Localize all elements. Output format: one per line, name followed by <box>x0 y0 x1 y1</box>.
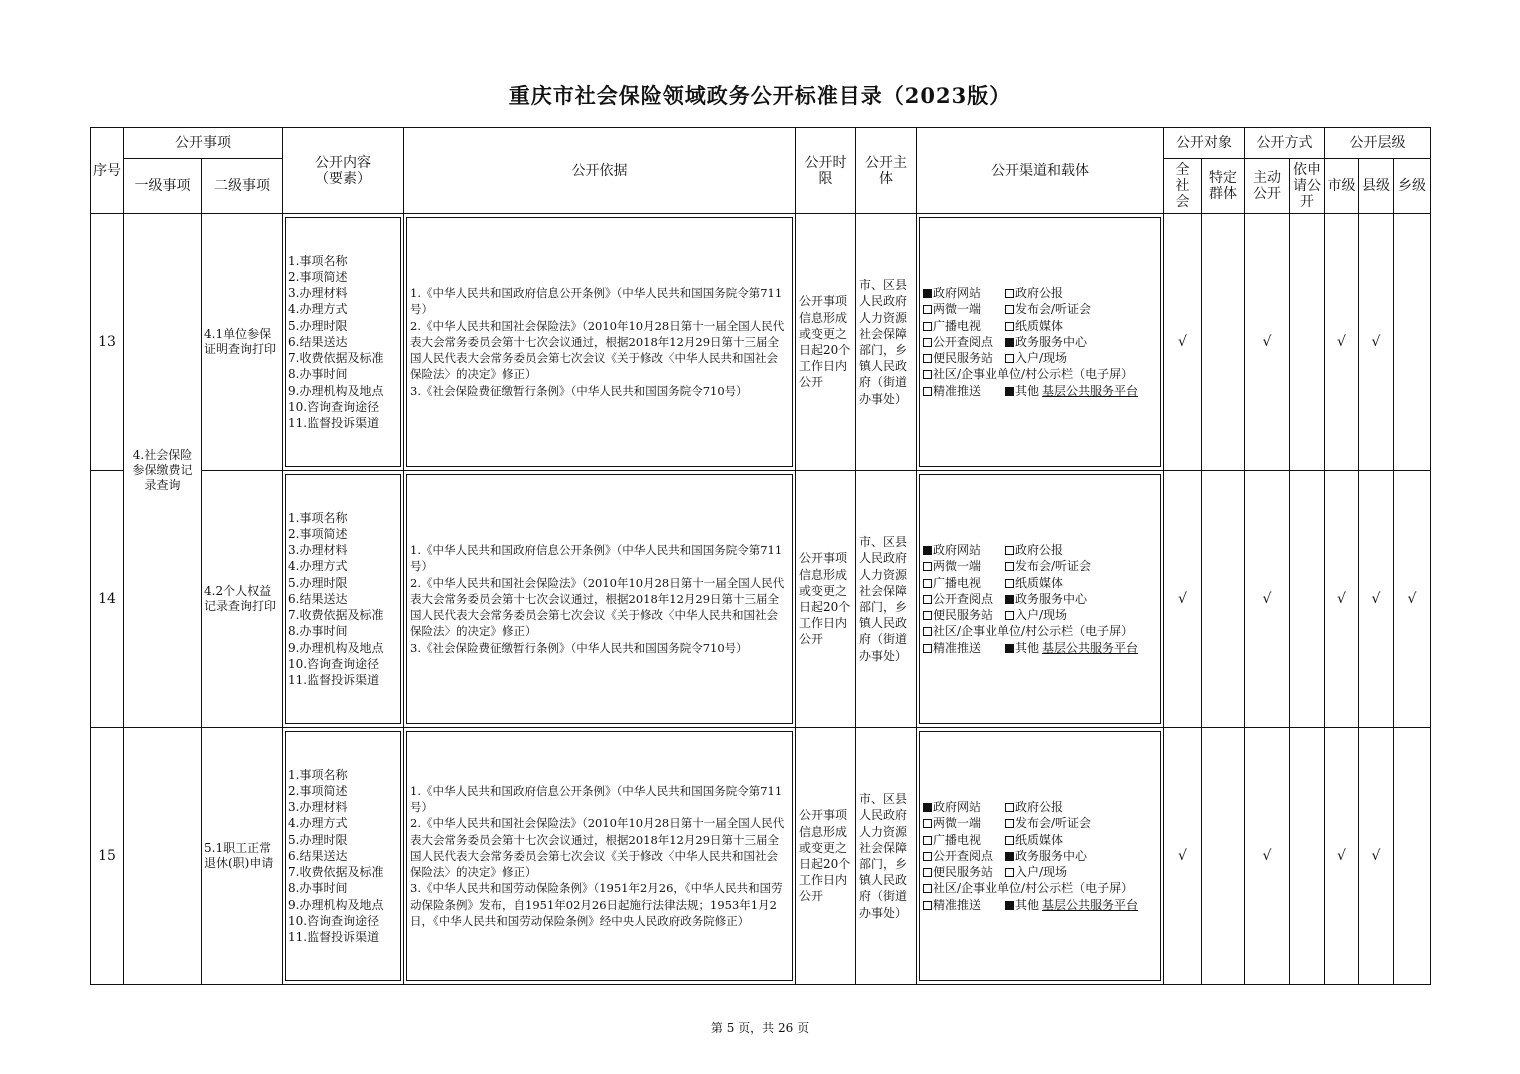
unchecked-box-icon <box>1005 819 1014 828</box>
list-item: 9.办理机构及地点 <box>288 383 384 398</box>
row-subject: 市、区县人民政府人力资源社会保障部门，乡镇人民政府（街道办事处） <box>856 214 917 471</box>
channel-option <box>923 301 1005 317</box>
row-mode-active: √ <box>1245 728 1290 985</box>
header-deadline: 公开时限 <box>796 128 856 214</box>
header-mode: 公开方式 <box>1245 128 1325 159</box>
list-item: 3.《社会保险费征缴暂行条例》（中华人民共和国国务院令710号） <box>410 383 748 398</box>
channel-option <box>1005 832 1063 848</box>
list-item: 6.结果送达 <box>288 334 348 349</box>
unchecked-box-icon <box>923 901 932 910</box>
unchecked-box-icon <box>923 562 932 571</box>
row-subject: 市、区县人民政府人力资源社会保障部门，乡镇人民政府（街道办事处） <box>856 471 917 728</box>
row-basis <box>404 471 796 728</box>
header-target-all: 全社会 <box>1164 159 1202 214</box>
channel-option <box>923 334 1005 350</box>
channel-option <box>923 832 1005 848</box>
channel-label: 入户/现场 <box>1015 608 1068 623</box>
header-level: 公开层级 <box>1325 128 1431 159</box>
channel-option <box>1005 383 1138 399</box>
list-item: 11.监督投诉渠道 <box>288 672 380 687</box>
channel-option <box>1005 799 1063 815</box>
list-item: 1.事项名称 <box>288 767 348 782</box>
channel-option <box>923 558 1005 574</box>
list-item: 9.办理机构及地点 <box>288 897 384 912</box>
list-item: 1.《中华人民共和国政府信息公开条例》（中华人民共和国国务院令第711号） <box>410 286 783 317</box>
channel-label: 社区/企事业单位/村公示栏（电子屏） <box>933 881 1134 896</box>
unchecked-box-icon <box>1005 546 1014 555</box>
page-title: 重庆市社会保险领域政务公开标准目录（2023版） <box>508 83 1012 108</box>
unchecked-box-icon <box>923 852 932 861</box>
channel-option <box>1005 558 1091 574</box>
list-item: 3.《中华人民共和国劳动保险条例》（1951年2月26，《中华人民共和国劳动保险条例》发布，自1951年02月26日起施行法律法规；1953年1月2日，《中华人民共和国劳动保险条例》经中央人民政府政务院修正） <box>410 881 783 928</box>
row-seq: 13 <box>91 214 124 471</box>
row-target-all: √ <box>1164 214 1202 471</box>
channel-label: 政务服务中心 <box>1015 334 1088 349</box>
header-level-city: 市级 <box>1325 159 1359 214</box>
row-deadline: 公开事项信息形成或变更之日起20个工作日内公开 <box>796 471 856 728</box>
list-item: 2.《中华人民共和国社会保险法》（2010年10月28日第十一届全国人民代表大会常务委员会第十七次会议通过，根据2018年12月29日第十三届全国人民代表大会常务委员会第七次会议《关于修改〈中华人民共和国社会保险法〉的决定》修正） <box>410 575 785 639</box>
header-level1: 一级事项 <box>124 159 202 214</box>
list-item: 9.办理机构及地点 <box>288 640 384 655</box>
row-channels <box>917 471 1164 728</box>
channel-option <box>923 383 1005 399</box>
header-basis: 公开依据 <box>404 128 796 214</box>
channel-option <box>1005 864 1067 880</box>
list-item: 3.《社会保险费征缴暂行条例》（中华人民共和国国务院令710号） <box>410 640 748 655</box>
channel-label: 纸质媒体 <box>1015 318 1064 333</box>
header-target: 公开对象 <box>1164 128 1245 159</box>
row-level1: 4.社会保险参保缴费记录查询 <box>124 214 202 728</box>
unchecked-box-icon <box>923 305 932 314</box>
checked-box-icon <box>1005 595 1014 604</box>
channel-option <box>923 318 1005 334</box>
header-content: 公开内容（要素） <box>283 128 404 214</box>
channel-option <box>1005 640 1138 656</box>
channel-label: 政府公报 <box>1015 800 1064 815</box>
channel-label: 社区/企事业单位/村公示栏（电子屏） <box>933 367 1134 382</box>
checked-box-icon <box>923 803 932 812</box>
channel-option <box>1005 350 1067 366</box>
row-level-town <box>1394 214 1431 471</box>
channel-label: 公开查阅点 <box>933 334 994 349</box>
unchecked-box-icon <box>1005 562 1014 571</box>
header-items: 公开事项 <box>124 128 283 159</box>
header-target-specific: 特定群体 <box>1202 159 1245 214</box>
channel-option <box>1005 591 1087 607</box>
checked-box-icon <box>1005 644 1014 653</box>
header-level-county: 县级 <box>1359 159 1394 214</box>
channel-option <box>923 285 1005 301</box>
row-mode-request <box>1290 728 1325 985</box>
unchecked-box-icon <box>1005 322 1014 331</box>
row-level-town: √ <box>1394 471 1431 728</box>
table-row <box>91 471 1431 728</box>
row-basis <box>404 728 796 985</box>
channel-option <box>923 575 1005 591</box>
list-item: 4.办理方式 <box>288 559 348 574</box>
channel-label: 广播电视 <box>933 318 982 333</box>
catalog-table <box>90 127 1431 985</box>
unchecked-box-icon <box>923 370 932 379</box>
channel-label: 广播电视 <box>933 832 982 847</box>
list-item: 4.办理方式 <box>288 816 348 831</box>
channel-label: 公开查阅点 <box>933 591 994 606</box>
channel-option <box>1005 542 1063 558</box>
unchecked-box-icon <box>923 819 932 828</box>
channel-label: 政府网站 <box>933 800 982 815</box>
list-item: 1.事项名称 <box>288 253 348 268</box>
checked-box-icon <box>1005 852 1014 861</box>
row-level2: 5.1职工正常退休(职)申请 <box>202 728 283 985</box>
row-level-county: √ <box>1359 728 1394 985</box>
channel-option <box>923 350 1005 366</box>
channel-label: 政务服务中心 <box>1015 848 1088 863</box>
list-item: 6.结果送达 <box>288 591 348 606</box>
list-item: 2.《中华人民共和国社会保险法》（2010年10月28日第十一届全国人民代表大会常务委员会第十七次会议通过，根据2018年12月29日第十三届全国人民代表大会常务委员会第七次会议《关于修改〈中华人民共和国社会保险法〉的决定》修正） <box>410 318 785 382</box>
channel-label: 便民服务站 <box>933 865 994 880</box>
list-item: 7.收费依据及标准 <box>288 351 384 366</box>
list-item: 8.办事时间 <box>288 367 348 382</box>
channel-label: 其他 <box>1015 640 1040 655</box>
channel-label: 精准推送 <box>933 383 982 398</box>
checked-box-icon <box>1005 901 1014 910</box>
channel-other-note: 基层公共服务平台 <box>1042 897 1139 912</box>
list-item: 1.《中华人民共和国政府信息公开条例》（中华人民共和国国务院令第711号） <box>410 543 783 574</box>
header-subject: 公开主体 <box>856 128 917 214</box>
unchecked-box-icon <box>923 644 932 653</box>
list-item: 5.办理时限 <box>288 318 348 333</box>
channel-option <box>1005 607 1067 623</box>
row-level-county: √ <box>1359 214 1394 471</box>
channel-option <box>923 607 1005 623</box>
channel-label: 纸质媒体 <box>1015 575 1064 590</box>
row-channels <box>917 728 1164 985</box>
header-mode-active: 主动公开 <box>1245 159 1290 214</box>
row-channels <box>917 214 1164 471</box>
checked-box-icon <box>1005 338 1014 347</box>
page-footer: 第 5 页，共 26 页 <box>710 1021 810 1035</box>
channel-option <box>1005 815 1091 831</box>
channel-label: 政府网站 <box>933 543 982 558</box>
channel-label: 入户/现场 <box>1015 351 1068 366</box>
unchecked-box-icon <box>1005 611 1014 620</box>
unchecked-box-icon <box>1005 579 1014 588</box>
row-target-specific <box>1202 214 1245 471</box>
row-level-county: √ <box>1359 471 1394 728</box>
unchecked-box-icon <box>1005 868 1014 877</box>
checked-box-icon <box>923 289 932 298</box>
channel-label: 广播电视 <box>933 575 982 590</box>
row-mode-request <box>1290 471 1325 728</box>
row-target-all: √ <box>1164 471 1202 728</box>
header-level-town: 乡级 <box>1394 159 1431 214</box>
channel-label: 两微一端 <box>933 559 982 574</box>
channel-option <box>1005 334 1087 350</box>
unchecked-box-icon <box>1005 289 1014 298</box>
unchecked-box-icon <box>923 836 932 845</box>
row-level-city: √ <box>1325 728 1359 985</box>
header-mode-request: 依申请公开 <box>1290 159 1325 214</box>
row-contents <box>283 728 404 985</box>
channel-label: 政府网站 <box>933 286 982 301</box>
channel-other-note: 基层公共服务平台 <box>1042 383 1139 398</box>
row-subject: 市、区县人民政府人力资源社会保障部门，乡镇人民政府（街道办事处） <box>856 728 917 985</box>
row-seq: 15 <box>91 728 124 985</box>
list-item: 8.办事时间 <box>288 624 348 639</box>
list-item: 3.办理材料 <box>288 543 348 558</box>
row-basis <box>404 214 796 471</box>
channel-option <box>923 623 1133 639</box>
list-item: 1.事项名称 <box>288 510 348 525</box>
list-item: 2.事项简述 <box>288 784 348 799</box>
channel-option <box>1005 301 1091 317</box>
channel-label: 公开查阅点 <box>933 848 994 863</box>
list-item: 11.监督投诉渠道 <box>288 415 380 430</box>
unchecked-box-icon <box>923 354 932 363</box>
unchecked-box-icon <box>1005 803 1014 812</box>
header-level2: 二级事项 <box>202 159 283 214</box>
row-mode-active: √ <box>1245 471 1290 728</box>
row-level2: 4.1单位参保证明查询打印 <box>202 214 283 471</box>
channel-label: 政务服务中心 <box>1015 591 1088 606</box>
row-level-town <box>1394 728 1431 985</box>
channel-label: 两微一端 <box>933 302 982 317</box>
unchecked-box-icon <box>923 627 932 636</box>
row-level1 <box>124 728 202 985</box>
channel-option <box>923 880 1133 896</box>
channel-option <box>1005 575 1063 591</box>
unchecked-box-icon <box>1005 305 1014 314</box>
channel-option <box>923 542 1005 558</box>
channel-label: 其他 <box>1015 383 1040 398</box>
unchecked-box-icon <box>1005 354 1014 363</box>
row-level-city: √ <box>1325 471 1359 728</box>
header-channels: 公开渠道和载体 <box>917 128 1164 214</box>
channel-option <box>1005 897 1138 913</box>
row-contents <box>283 214 404 471</box>
unchecked-box-icon <box>923 611 932 620</box>
list-item: 2.事项简述 <box>288 527 348 542</box>
channel-option <box>1005 285 1063 301</box>
row-target-specific <box>1202 471 1245 728</box>
table-row <box>91 728 1431 985</box>
row-level-city: √ <box>1325 214 1359 471</box>
row-deadline: 公开事项信息形成或变更之日起20个工作日内公开 <box>796 214 856 471</box>
row-contents <box>283 471 404 728</box>
list-item: 7.收费依据及标准 <box>288 608 384 623</box>
row-seq: 14 <box>91 471 124 728</box>
channel-option <box>923 848 1005 864</box>
list-item: 8.办事时间 <box>288 881 348 896</box>
channel-label: 发布会/听证会 <box>1015 302 1092 317</box>
channel-label: 两微一端 <box>933 816 982 831</box>
channel-label: 纸质媒体 <box>1015 832 1064 847</box>
list-item: 2.《中华人民共和国社会保险法》（2010年10月28日第十一届全国人民代表大会常务委员会第十七次会议通过，根据2018年12月29日第十三届全国人民代表大会常务委员会第七次会议《关于修改〈中华人民共和国社会保险法〉的决定》修正） <box>410 816 785 880</box>
unchecked-box-icon <box>923 387 932 396</box>
list-item: 7.收费依据及标准 <box>288 865 384 880</box>
channel-option <box>923 640 1005 656</box>
channel-option <box>923 864 1005 880</box>
unchecked-box-icon <box>923 595 932 604</box>
channel-label: 入户/现场 <box>1015 865 1068 880</box>
channel-label: 政府公报 <box>1015 543 1064 558</box>
list-item: 5.办理时限 <box>288 832 348 847</box>
list-item: 3.办理材料 <box>288 800 348 815</box>
channel-option <box>1005 318 1063 334</box>
checked-box-icon <box>1005 387 1014 396</box>
channel-option <box>923 815 1005 831</box>
channel-label: 便民服务站 <box>933 608 994 623</box>
channel-label: 发布会/听证会 <box>1015 559 1092 574</box>
header-seq: 序号 <box>91 128 124 214</box>
row-target-all: √ <box>1164 728 1202 985</box>
list-item: 6.结果送达 <box>288 848 348 863</box>
list-item: 1.《中华人民共和国政府信息公开条例》（中华人民共和国国务院令第711号） <box>410 784 783 815</box>
row-target-specific <box>1202 728 1245 985</box>
channel-option <box>923 591 1005 607</box>
unchecked-box-icon <box>923 868 932 877</box>
table-row <box>91 214 1431 471</box>
channel-other-note: 基层公共服务平台 <box>1042 640 1139 655</box>
channel-option <box>1005 848 1087 864</box>
channel-label: 其他 <box>1015 897 1040 912</box>
row-mode-request <box>1290 214 1325 471</box>
channel-option <box>923 799 1005 815</box>
unchecked-box-icon <box>923 338 932 347</box>
list-item: 5.办理时限 <box>288 575 348 590</box>
list-item: 11.监督投诉渠道 <box>288 929 380 944</box>
row-mode-active: √ <box>1245 214 1290 471</box>
channel-option <box>923 366 1133 382</box>
row-level2: 4.2个人权益记录查询打印 <box>202 471 283 728</box>
channel-label: 政府公报 <box>1015 286 1064 301</box>
list-item: 10.咨询查询途径 <box>288 913 380 928</box>
list-item: 10.咨询查询途径 <box>288 656 380 671</box>
checked-box-icon <box>923 546 932 555</box>
unchecked-box-icon <box>923 322 932 331</box>
channel-label: 精准推送 <box>933 897 982 912</box>
list-item: 4.办理方式 <box>288 302 348 317</box>
list-item: 10.咨询查询途径 <box>288 399 380 414</box>
channel-label: 发布会/听证会 <box>1015 816 1092 831</box>
channel-label: 便民服务站 <box>933 351 994 366</box>
unchecked-box-icon <box>923 884 932 893</box>
list-item: 2.事项简述 <box>288 270 348 285</box>
unchecked-box-icon <box>1005 836 1014 845</box>
channel-label: 精准推送 <box>933 640 982 655</box>
channel-label: 社区/企事业单位/村公示栏（电子屏） <box>933 624 1134 639</box>
row-deadline: 公开事项信息形成或变更之日起20个工作日内公开 <box>796 728 856 985</box>
list-item: 3.办理材料 <box>288 286 348 301</box>
unchecked-box-icon <box>923 579 932 588</box>
channel-option <box>923 897 1005 913</box>
